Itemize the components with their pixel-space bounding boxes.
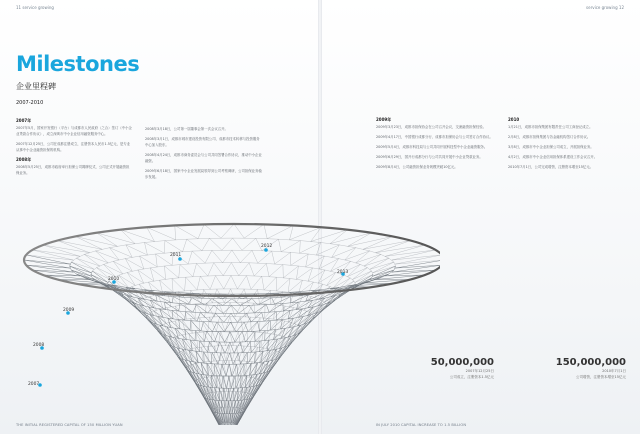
mesh-strut: [156, 254, 158, 267]
mesh-strut: [175, 226, 198, 239]
mesh-strut: [225, 317, 230, 331]
mesh-strut: [165, 241, 183, 252]
mesh-strut: [269, 265, 283, 277]
mesh-strut: [179, 265, 180, 278]
mesh-strut: [247, 313, 262, 314]
milestone-text: 2007年12月25日，公司在成都注册成立，注册资本人民币1.5亿元，是专业从事中小企业融资担保的机构。: [16, 142, 131, 152]
mesh-strut: [76, 254, 84, 258]
mesh-strut: [242, 332, 245, 342]
milestone-text: 2月8日，成都市担保集团与各金融机构签订合作协议。: [508, 135, 591, 139]
mesh-strut: [225, 332, 231, 342]
mesh-strut: [209, 238, 222, 250]
mesh-strut: [255, 304, 265, 318]
mesh-strut: [300, 241, 320, 243]
year-label-2009: 2009: [63, 308, 75, 313]
mesh-strut: [169, 321, 175, 323]
mesh-strut: [191, 290, 201, 303]
milestone-text: 2009年6月18日，国家中小企业发展局领导到公司考察调研，公司担保业务稳步发展。: [145, 169, 262, 179]
mesh-strut: [224, 313, 231, 322]
date-range: 2007-2010: [16, 100, 44, 106]
mesh-strut: [186, 277, 197, 290]
mesh-strut: [126, 243, 145, 245]
mesh-strut: [222, 238, 233, 250]
mesh-strut: [26, 255, 73, 260]
mesh-strut: [132, 284, 139, 286]
mesh-strut: [296, 268, 312, 279]
mesh-strut: [282, 342, 292, 354]
mesh-strut: [191, 321, 201, 331]
mesh-strut: [251, 276, 262, 289]
mesh-strut: [298, 282, 313, 294]
mesh-strut: [225, 303, 231, 317]
mesh-strut: [119, 275, 135, 285]
mesh-strut: [57, 241, 102, 250]
mesh-strut: [97, 233, 118, 247]
mesh-strut: [224, 376, 227, 391]
mesh-strut: [214, 303, 218, 317]
mesh-strut: [234, 224, 244, 238]
mesh-strut: [283, 266, 298, 278]
mesh-strut: [262, 313, 264, 322]
mesh-strut: [190, 321, 191, 330]
mesh-strut: [212, 250, 223, 262]
mesh-strut: [121, 230, 155, 242]
mesh-strut: [308, 268, 312, 281]
mesh-strut: [139, 282, 148, 284]
mesh-strut: [290, 279, 302, 281]
mesh-strut: [165, 266, 179, 278]
mesh-strut: [250, 341, 260, 342]
stat-caption: 公司成立，注册资本1.5亿元: [449, 375, 494, 379]
mesh-strut: [251, 318, 260, 332]
mesh-strut: [150, 268, 165, 279]
mesh-strut: [259, 341, 260, 352]
mesh-strut: [209, 342, 216, 353]
mesh-strut: [192, 251, 205, 263]
mesh-strut: [125, 256, 139, 259]
mesh-strut: [75, 236, 117, 246]
mesh-strut: [200, 276, 210, 289]
mesh-strut: [306, 254, 309, 267]
mesh-strut: [242, 303, 245, 317]
mesh-strut: [243, 317, 251, 331]
mesh-strut: [266, 264, 269, 277]
mesh-strut: [180, 265, 193, 277]
mesh-strut: [210, 276, 215, 290]
mesh-strut: [201, 322, 204, 331]
mesh-strut: [113, 261, 122, 274]
mesh-strut: [252, 298, 272, 299]
mesh-strut: [147, 227, 176, 240]
mesh-strut: [193, 305, 197, 313]
mesh-strut: [232, 250, 240, 263]
year-heading: 2010: [508, 117, 520, 122]
mesh-strut: [84, 254, 108, 262]
mesh-strut: [226, 361, 229, 376]
mesh-strut: [264, 277, 276, 290]
milestone-text: 2009年5月4日，成都市科技局与公司共同开展科技型中小企业融资服务。: [376, 145, 488, 149]
mesh-strut: [92, 268, 96, 271]
year-heading: 2008年: [16, 157, 32, 162]
mesh-strut: [298, 266, 312, 268]
mesh-strut: [160, 280, 174, 292]
milestone-text: 2008年4月24日，成都市商务委员会与公司共同签署合作协议，推动中小企业融资。: [145, 153, 262, 163]
mesh-strut: [197, 276, 200, 290]
mesh-strut: [205, 303, 207, 317]
mesh-strut: [231, 263, 238, 276]
milestone-column-3: [376, 117, 496, 174]
mesh-strut: [216, 313, 224, 322]
mesh-strut: [84, 254, 99, 266]
mesh-strut: [254, 305, 266, 313]
mesh-strut: [214, 263, 223, 276]
year-label-2007: 2007: [28, 382, 40, 387]
stat-registered-capital: [410, 357, 494, 380]
mesh-strut: [24, 260, 70, 264]
mesh-strut: [247, 331, 248, 346]
mesh-strut: [212, 331, 218, 346]
year-label-2010: 2010: [108, 277, 120, 282]
mesh-strut: [288, 279, 290, 293]
mesh-strut: [43, 245, 80, 256]
mesh-strut: [291, 252, 309, 254]
left-page-footer: THE INITIAL REGISTERED CAPITAL OF 150 MILLION YUAN: [16, 423, 123, 427]
milestone-column-1: [16, 118, 132, 180]
mesh-strut: [230, 317, 234, 331]
mesh-strut: [33, 250, 80, 256]
mesh-strut: [198, 224, 204, 238]
mesh-strut: [231, 313, 237, 322]
mesh-strut: [281, 241, 300, 252]
mesh-strut: [205, 394, 207, 395]
milestone-text: 1月21日，成都市担保集团有限责任公司工商登记成立。: [508, 125, 593, 129]
mesh-strut: [188, 251, 192, 264]
mesh-strut: [230, 331, 233, 346]
milestone-text: 2009年8月4日，公司融资担保业务规模突破10亿元。: [376, 165, 458, 169]
mesh-strut: [290, 226, 294, 240]
mesh-strut: [204, 322, 217, 323]
mesh-strut: [204, 332, 205, 347]
mesh-strut: [164, 241, 165, 254]
mesh-strut: [240, 250, 252, 262]
stat-capital-increase: [534, 357, 626, 380]
milestone-column-4: [508, 117, 626, 174]
mesh-strut: [252, 299, 258, 305]
mesh-strut: [217, 361, 222, 376]
mesh-strut: [222, 361, 223, 376]
mesh-strut: [150, 266, 164, 268]
mesh-strut: [127, 273, 135, 286]
mesh-strut: [266, 305, 269, 313]
mesh-strut: [267, 226, 293, 239]
mesh-strut: [165, 266, 166, 279]
mesh-strut: [258, 251, 272, 263]
mesh-strut: [274, 339, 278, 350]
mesh-strut: [240, 353, 247, 365]
mesh-strut: [221, 224, 234, 238]
mesh-strut: [140, 256, 158, 267]
mesh-strut: [104, 264, 116, 276]
mesh-strut: [203, 377, 206, 378]
right-page-header: service growing 12: [586, 5, 624, 10]
mesh-strut: [206, 375, 211, 376]
mesh-strut: [183, 239, 187, 252]
mesh-strut: [277, 279, 290, 291]
mesh-strut: [240, 331, 247, 346]
milestone-text: 3月8日，成都市中小企业担保公司成立，开展担保业务。: [508, 145, 594, 149]
year-label-2008: 2008: [33, 343, 45, 348]
mesh-strut: [230, 303, 235, 317]
mesh-strut: [132, 302, 147, 313]
mesh-strut: [300, 241, 301, 254]
mesh-strut: [302, 280, 313, 282]
milestone-text: 2009年3月23日，成都市担保协会在公司召开会议，交流融资担保经验。: [376, 125, 487, 129]
mesh-strut: [172, 279, 173, 293]
mesh-strut: [127, 270, 138, 273]
mesh-strut: [207, 393, 209, 394]
milestone-text: 2008年3月18日，公司第一届董事会第一次会议召开。: [145, 127, 228, 131]
mesh-strut: [206, 361, 211, 362]
mesh-strut: [204, 331, 212, 332]
mesh-strut: [138, 268, 151, 270]
mesh-strut: [145, 241, 165, 243]
mesh-strut: [205, 250, 212, 263]
mesh-strut: [172, 310, 173, 319]
mesh-strut: [242, 238, 256, 250]
mesh-strut: [226, 331, 230, 346]
mesh-strut: [291, 254, 308, 265]
mesh-strut: [236, 361, 241, 376]
mesh-strut: [204, 289, 217, 290]
mesh-strut: [183, 349, 188, 360]
mesh-strut: [145, 243, 165, 254]
mesh-strut: [145, 243, 148, 256]
mesh-strut: [75, 236, 102, 249]
mesh-strut: [26, 265, 70, 268]
mesh-strut: [248, 322, 258, 332]
year-label-2011: 2011: [170, 253, 182, 258]
mesh-strut: [160, 279, 172, 281]
mesh-strut: [140, 254, 156, 256]
mesh-strut: [185, 277, 186, 291]
mesh-strut: [223, 250, 232, 263]
mesh-strut: [252, 250, 258, 263]
mesh-strut: [292, 328, 302, 342]
mesh-strut: [96, 251, 109, 263]
mesh-strut: [266, 334, 270, 349]
mesh-strut: [275, 252, 291, 264]
mesh-strut: [204, 224, 221, 238]
milestone-text: 2010年7月1日，公司完成增资，注册资本增至15亿元。: [508, 165, 594, 169]
mesh-strut: [238, 346, 244, 361]
mesh-strut: [247, 377, 251, 378]
stat-date: 2007年12月25日: [465, 369, 494, 373]
mesh-strut: [200, 276, 215, 277]
mesh-strut: [205, 299, 212, 305]
mesh-strut: [244, 322, 248, 331]
mesh-strut: [195, 304, 204, 318]
mesh-strut: [304, 297, 312, 311]
milestone-text: 2007年5月，国家开发银行（平台）与成都市人民政府（之合）签订《中小企业贷款合作协议》，成立深圳市中小企业信用融资服务中心。: [16, 126, 132, 136]
mesh-strut: [279, 239, 282, 252]
mesh-strut: [208, 263, 214, 276]
mesh-strut: [214, 332, 218, 342]
mesh-strut: [214, 346, 215, 361]
mesh-strut: [165, 302, 166, 310]
mesh-strut: [110, 245, 126, 248]
mesh-strut: [258, 322, 260, 331]
mesh-strut: [205, 331, 207, 341]
mesh-strut: [202, 238, 209, 250]
mesh-strut: [235, 303, 242, 317]
page-subtitle: 企业里程碑: [16, 82, 56, 91]
mesh-strut: [229, 361, 231, 376]
stat-number: 50,000,000: [430, 357, 494, 368]
mesh-strut: [247, 276, 262, 277]
mesh-strut: [237, 313, 246, 322]
mesh-strut: [113, 259, 125, 262]
mesh-strut: [201, 347, 208, 348]
mesh-strut: [43, 245, 90, 253]
mesh-strut: [149, 280, 160, 282]
mesh-strut: [119, 273, 127, 276]
mesh-strut: [220, 346, 222, 361]
mesh-strut: [239, 263, 249, 276]
mesh-strut: [247, 276, 252, 290]
mesh-strut: [172, 279, 185, 291]
mesh-strut: [264, 224, 267, 238]
milestone-text: 2008年3月1日，成都市城市建设投资有限公司、成都市技术转移与投资服务中心加入股东。: [145, 137, 260, 147]
mesh-strut: [247, 387, 251, 388]
mesh-strut: [272, 251, 275, 264]
stat-date: 2010年7月1日: [602, 369, 626, 373]
mesh-strut: [272, 298, 275, 304]
year-heading: 2009年: [376, 117, 392, 122]
mesh-strut: [279, 321, 285, 335]
mesh-strut: [208, 317, 210, 332]
mesh-strut: [193, 264, 197, 277]
mesh-strut: [173, 297, 192, 298]
mesh-strut: [33, 250, 74, 260]
right-page-footer: IN JULY 2010 CAPITAL INCREASE TO 1.5 BILLION: [376, 423, 467, 427]
mesh-strut: [187, 239, 202, 251]
right-page: [322, 0, 640, 434]
milestone-text: 2009年4月17日，中国银行成都分行、成都市担保协会与公司签订合作协议。: [376, 135, 493, 139]
mesh-strut: [250, 317, 251, 332]
mesh-strut: [175, 226, 176, 240]
milestone-text: 4月2日，成都市中小企业信用担保体系建设工作会议召开。: [508, 155, 598, 159]
milestone-text: 2008年5月25日，成都市政府举行担保公司揭牌仪式，公司正式开展融资担保业务。: [16, 165, 130, 175]
mesh-strut: [225, 391, 227, 407]
mesh-strut: [244, 346, 251, 347]
mesh-strut: [207, 387, 211, 388]
mesh-strut: [221, 331, 226, 346]
mesh-strut: [110, 248, 133, 258]
mesh-strut: [216, 276, 224, 289]
mesh-strut: [190, 290, 191, 304]
mesh-strut: [285, 321, 291, 323]
mesh-strut: [262, 276, 264, 290]
mesh-strut: [224, 276, 231, 289]
mesh-strut: [248, 393, 250, 394]
mesh-strut: [244, 224, 264, 238]
mesh-strut: [197, 264, 208, 277]
left-page-header: 11 service growing: [16, 5, 54, 10]
mesh-strut: [214, 305, 223, 313]
mesh-strut: [179, 320, 180, 329]
milestone-column-2: [145, 126, 263, 184]
mesh-strut: [286, 337, 289, 339]
mesh-strut: [26, 255, 70, 264]
mesh-strut: [288, 280, 302, 292]
stat-number: 150,000,000: [555, 357, 626, 368]
mesh-strut: [215, 364, 220, 376]
mesh-strut: [220, 317, 226, 331]
mesh-strut: [251, 347, 258, 348]
mesh-strut: [216, 342, 219, 353]
mesh-strut: [230, 376, 233, 391]
mesh-strut: [126, 245, 147, 255]
mesh-strut: [169, 323, 180, 336]
stat-caption: 公司增资，注册资本增至15亿元: [576, 375, 626, 379]
mesh-strut: [231, 322, 237, 332]
mesh-strut: [238, 353, 240, 364]
page-title: Milestones: [16, 52, 140, 76]
mesh-strut: [237, 276, 246, 289]
mesh-strut: [126, 245, 132, 257]
year-label-2012: 2012: [261, 244, 273, 249]
mesh-strut: [216, 317, 219, 332]
mesh-strut: [254, 264, 266, 277]
mesh-strut: [154, 309, 160, 311]
mesh-strut: [143, 297, 150, 299]
mesh-strut: [233, 238, 242, 250]
mesh-strut: [97, 264, 104, 267]
year-heading: 2007年: [16, 118, 32, 123]
mesh-strut: [249, 263, 254, 276]
mesh-strut: [212, 322, 217, 331]
mesh-strut: [231, 276, 237, 289]
mesh-strut: [244, 289, 257, 290]
mesh-strut: [156, 295, 158, 301]
mesh-strut: [200, 313, 215, 314]
year-label-2013: 2013: [337, 270, 349, 275]
mesh-strut: [225, 342, 230, 353]
milestone-text: 2009年6月29日，国开行成都分行与公司共同开展中小企业贷款业务。: [376, 155, 483, 159]
mesh-strut: [223, 263, 231, 276]
mesh-strut: [237, 346, 238, 361]
mesh-strut: [259, 318, 260, 333]
mesh-strut: [296, 266, 298, 279]
mesh-strut: [24, 260, 70, 268]
